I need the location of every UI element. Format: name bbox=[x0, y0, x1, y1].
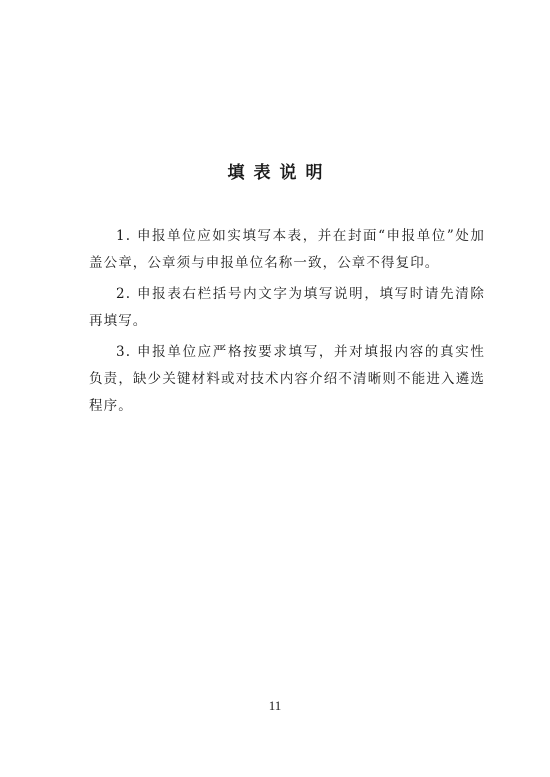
instruction-item-3: 3. 申报单位应严格按要求填写，并对填报内容的真实性负责，缺少关键材料或对技术内容介绍不清晰则不能进入遴选程序。 bbox=[89, 344, 485, 414]
page-title: 填表说明 bbox=[227, 163, 332, 183]
instructions-body bbox=[89, 223, 485, 424]
instruction-item-1: 1. 申报单位应如实填写本表，并在封面“申报单位”处加盖公章，公章须与申报单位名称一致，公章不得复印。 bbox=[89, 228, 485, 271]
page-number: 11 bbox=[268, 698, 282, 713]
instruction-item-2: 2. 申报表右栏括号内文字为填写说明，填写时请先清除再填写。 bbox=[89, 286, 485, 329]
